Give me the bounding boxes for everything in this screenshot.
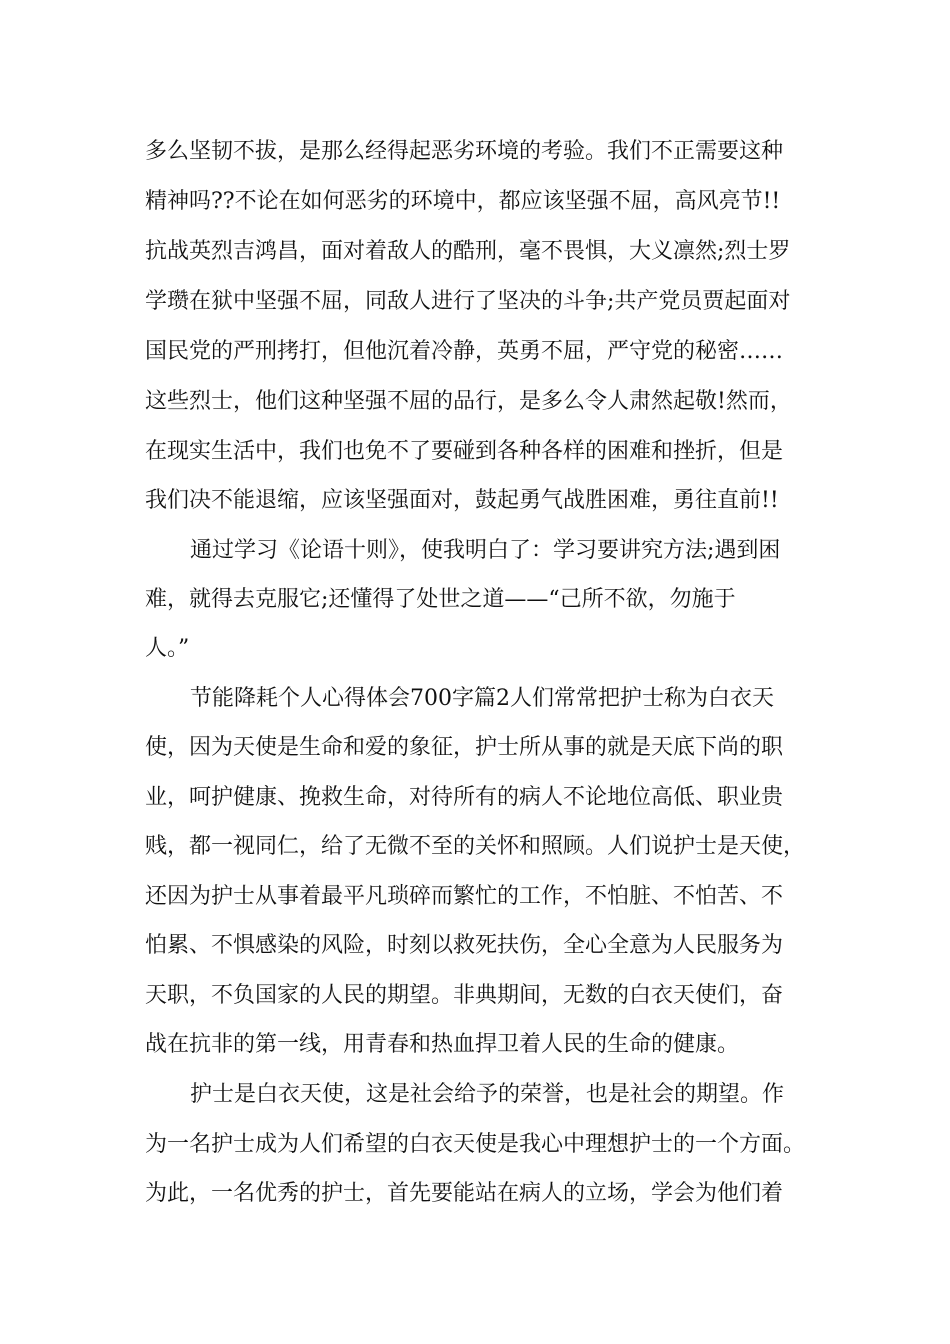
text-line: 怕累、不惧感染的风险，时刻以救死扶伤，全心全意为人民服务为 (145, 933, 784, 958)
paragraph-first-line: 节能降耗个人心得体会700字篇2人们常常把护士称为白衣天 (190, 686, 774, 711)
text-line: 多么坚韧不拔，是那么经得起恶劣环境的考验。我们不正需要这种 (145, 139, 784, 164)
text-line: 国民党的严刑拷打，但他沉着冷静，英勇不屈，严守党的秘密…… (145, 339, 784, 364)
text-line: 抗战英烈吉鸿昌，面对着敌人的酷刑，毫不畏惧，大义凛然;烈士罗 (145, 239, 791, 264)
text-line: 战在抗非的第一线，用青春和热血捍卫着人民的生命的健康。 (145, 1032, 740, 1057)
text-line: 精神吗??不论在如何恶劣的环境中，都应该坚强不屈，高风亮节!! (145, 189, 781, 214)
paragraph-first-line: 护士是白衣天使，这是社会给予的荣誉，也是社会的期望。作 (190, 1082, 785, 1107)
text-line: 使，因为天使是生命和爱的象征，护士所从事的就是天底下尚的职 (145, 735, 784, 760)
paragraph-first-line: 通过学习《论语十则》，使我明白了：学习要讲究方法;遇到困 (190, 538, 781, 563)
text-line: 学瓒在狱中坚强不屈，同敌人进行了坚决的斗争;共产党员贾起面对 (145, 289, 791, 314)
text-line: 难，就得去克服它;还懂得了处世之道——“己所不欲，勿施于 (145, 587, 736, 612)
text-line: 在现实生活中，我们也免不了要碰到各种各样的困难和挫折，但是 (145, 439, 784, 464)
text-line: 天职，不负国家的人民的期望。非典期间，无数的白衣天使们，奋 (145, 983, 784, 1008)
text-line: 业，呵护健康、挽救生命，对待所有的病人不论地位高低、职业贵 (145, 785, 784, 810)
text-line: 这些烈士，他们这种坚强不屈的品行，是多么令人肃然起敬!然而， (145, 389, 792, 414)
text-line: 还因为护士从事着最平凡琐碎而繁忙的工作，不怕脏、不怕苦、不 (145, 884, 784, 909)
text-line: 贱，都一视同仁，给了无微不至的关怀和照顾。人们说护士是天使， (145, 834, 806, 859)
text-line: 为此，一名优秀的护士，首先要能站在病人的立场，学会为他们着 (145, 1181, 784, 1206)
text-line: 人。” (145, 636, 190, 661)
text-line: 我们决不能退缩，应该坚强面对，鼓起勇气战胜困难，勇往直前!! (145, 488, 779, 513)
text-line: 为一名护士成为人们希望的白衣天使是我心中理想护士的一个方面。 (145, 1132, 806, 1157)
